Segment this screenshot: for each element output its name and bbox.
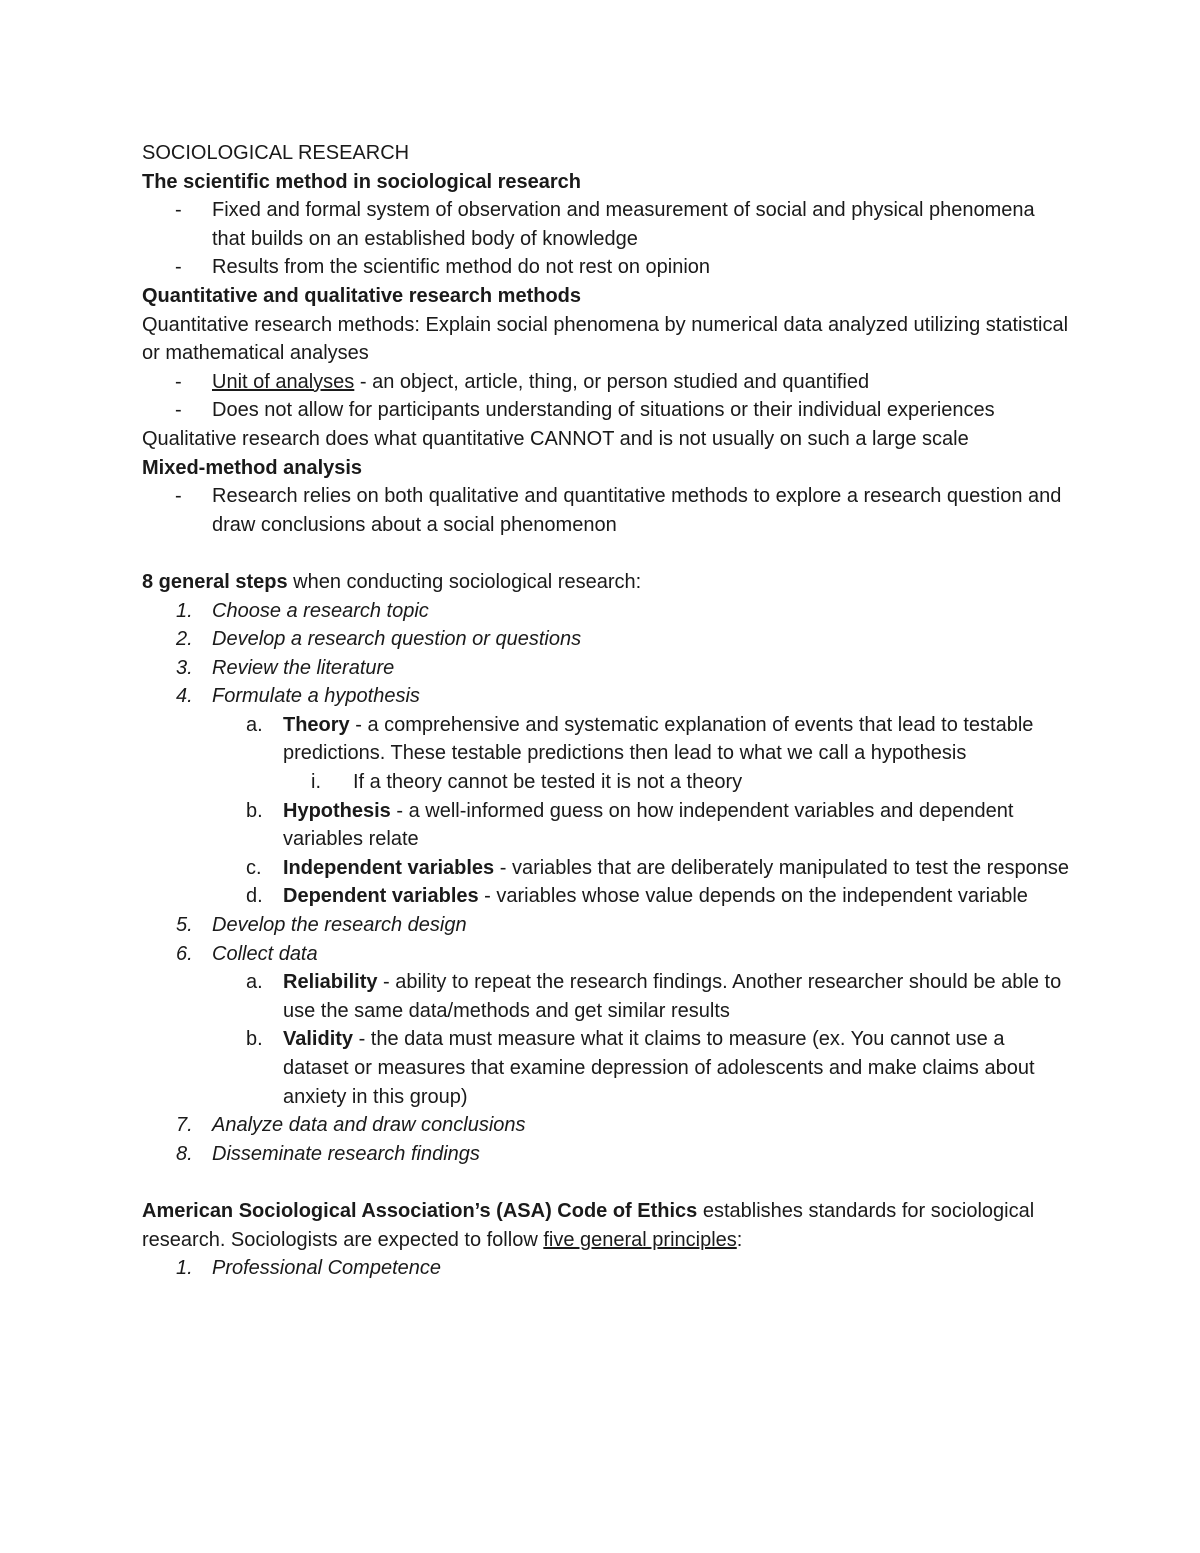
- heading-quant-qual: Quantitative and qualitative research methods: [142, 284, 582, 307]
- step-item: [142, 940, 1072, 969]
- sub-letter: d.: [246, 885, 263, 908]
- term: Validity: [283, 1028, 354, 1051]
- roman-numeral: i.: [311, 771, 321, 794]
- step-number: 4.: [176, 685, 193, 708]
- step-text: Formulate a hypothesis: [212, 685, 420, 708]
- step-item: [142, 597, 1072, 626]
- list-item: [142, 396, 1072, 425]
- dash-bullet: -: [175, 199, 182, 222]
- blank-line: [142, 1168, 1072, 1197]
- step-number: 5.: [176, 914, 193, 937]
- sub-letter: c.: [246, 856, 262, 879]
- list-item: [142, 253, 1072, 282]
- principle-text: Professional Competence: [212, 1257, 442, 1280]
- heading-scientific-method: The scientific method in sociological research: [142, 170, 582, 193]
- sub-item-reliability: [142, 968, 1072, 1025]
- sub-item-hypothesis: [142, 797, 1072, 854]
- list-item-text: Does not allow for participants understanding of situations or their individual experiences: [212, 399, 995, 422]
- step-text: Analyze data and draw conclusions: [212, 1114, 526, 1137]
- asa-underline: five general principles: [543, 1228, 737, 1251]
- sub-letter: a.: [246, 971, 263, 994]
- dash-bullet: -: [175, 370, 182, 393]
- asa-text: establishes standards for sociological research. Sociologists are expected to follow: [142, 1199, 1035, 1251]
- definition: - an object, article, thing, or person studied and quantified: [354, 370, 870, 393]
- document-page: [142, 139, 1072, 1283]
- definition: - variables that are deliberately manipulated to test the response: [494, 856, 1069, 879]
- sub-text: [283, 711, 1072, 768]
- sub-item-dependent: [142, 882, 1072, 911]
- sub-item-independent: [142, 854, 1072, 883]
- dash-bullet: -: [175, 256, 182, 279]
- term: Dependent variables: [283, 885, 479, 908]
- step-number: 6.: [176, 942, 193, 965]
- step-text: Collect data: [212, 942, 318, 965]
- step-text: Develop the research design: [212, 914, 467, 937]
- step-number: 3.: [176, 656, 193, 679]
- term: Theory: [283, 713, 350, 736]
- blank-line: [142, 539, 1072, 568]
- step-text: Review the literature: [212, 656, 395, 679]
- steps-bold: 8 general steps: [142, 570, 288, 593]
- step-item: [142, 911, 1072, 940]
- doc-title: SOCIOLOGICAL RESEARCH: [142, 142, 410, 164]
- principle-item: [142, 1254, 1072, 1283]
- sub-text: [283, 882, 1072, 911]
- step-number: 8.: [176, 1142, 193, 1165]
- paragraph-steps-intro: [142, 568, 1072, 597]
- steps-rest: when conducting sociological research:: [287, 570, 642, 593]
- list-item-text: Research relies on both qualitative and quantitative methods to explore a research question and draw conclusions about a social phenomenon: [212, 485, 1062, 536]
- definition: - ability to repeat the research findings. Another researcher should be able to use the same data/methods and get similar results: [283, 971, 1062, 1022]
- sub-item-theory: [142, 711, 1072, 768]
- sub-text: [283, 968, 1072, 1025]
- step-item: [142, 682, 1072, 711]
- step-item: [142, 1111, 1072, 1140]
- asa-colon: :: [736, 1228, 743, 1251]
- sub-text: [283, 797, 1072, 854]
- sub-text: [283, 1025, 1072, 1111]
- sub-letter: b.: [246, 1028, 263, 1051]
- list-item-text: [212, 368, 1072, 397]
- sub-text: [283, 854, 1072, 883]
- principle-number: 1.: [176, 1257, 193, 1280]
- definition: - a comprehensive and systematic explanation of events that lead to testable predictions. These testable predictions then lead to what we call a hypothesis: [283, 713, 1034, 765]
- step-text: Disseminate research findings: [212, 1142, 480, 1165]
- step-number: 2.: [176, 628, 193, 651]
- definition: - a well-informed guess on how independent variables and dependent variables relate: [283, 799, 1014, 851]
- dash-bullet: -: [175, 399, 182, 422]
- paragraph-qualitative: Qualitative research does what quantitative CANNOT and is not usually on such a large scale: [142, 427, 969, 450]
- term: Hypothesis: [283, 799, 391, 822]
- definition: - the data must measure what it claims to measure (ex. You cannot use a dataset or measures that examine depression of adolescents and make claims about anxiety in this group): [283, 1028, 1035, 1108]
- asa-bold: American Sociological Association’s (ASA) Code of Ethics: [142, 1199, 698, 1222]
- list-item: [142, 196, 1072, 253]
- step-text: Choose a research topic: [212, 599, 429, 622]
- term-unit-of-analyses: Unit of analyses: [212, 370, 355, 393]
- list-item: [142, 482, 1072, 539]
- sub-letter: b.: [246, 799, 263, 822]
- step-item: [142, 654, 1072, 683]
- sub-sub-item: [142, 768, 1072, 797]
- step-item: [142, 1140, 1072, 1169]
- step-item: [142, 625, 1072, 654]
- term: Reliability: [283, 971, 378, 994]
- definition: - variables whose value depends on the independent variable: [478, 885, 1028, 908]
- paragraph-quantitative: Quantitative research methods: Explain social phenomena by numerical data analyzed utilizing statistical or mathematical analyses: [142, 313, 1069, 365]
- step-text: Develop a research question or questions: [212, 628, 582, 651]
- term: Independent variables: [283, 856, 495, 879]
- sub-sub-text: If a theory cannot be tested it is not a theory: [353, 771, 743, 794]
- sub-letter: a.: [246, 713, 263, 736]
- heading-mixed-method: Mixed-method analysis: [142, 456, 363, 479]
- paragraph-asa: [142, 1197, 1072, 1254]
- step-number: 7.: [176, 1114, 193, 1137]
- step-number: 1.: [176, 599, 193, 622]
- sub-item-validity: [142, 1025, 1072, 1111]
- list-item-text: Fixed and formal system of observation and measurement of social and physical phenomena that builds on an established body of knowledge: [212, 199, 1035, 250]
- list-item-text: Results from the scientific method do not rest on opinion: [212, 256, 711, 279]
- list-item: [142, 368, 1072, 397]
- dash-bullet: -: [175, 485, 182, 508]
